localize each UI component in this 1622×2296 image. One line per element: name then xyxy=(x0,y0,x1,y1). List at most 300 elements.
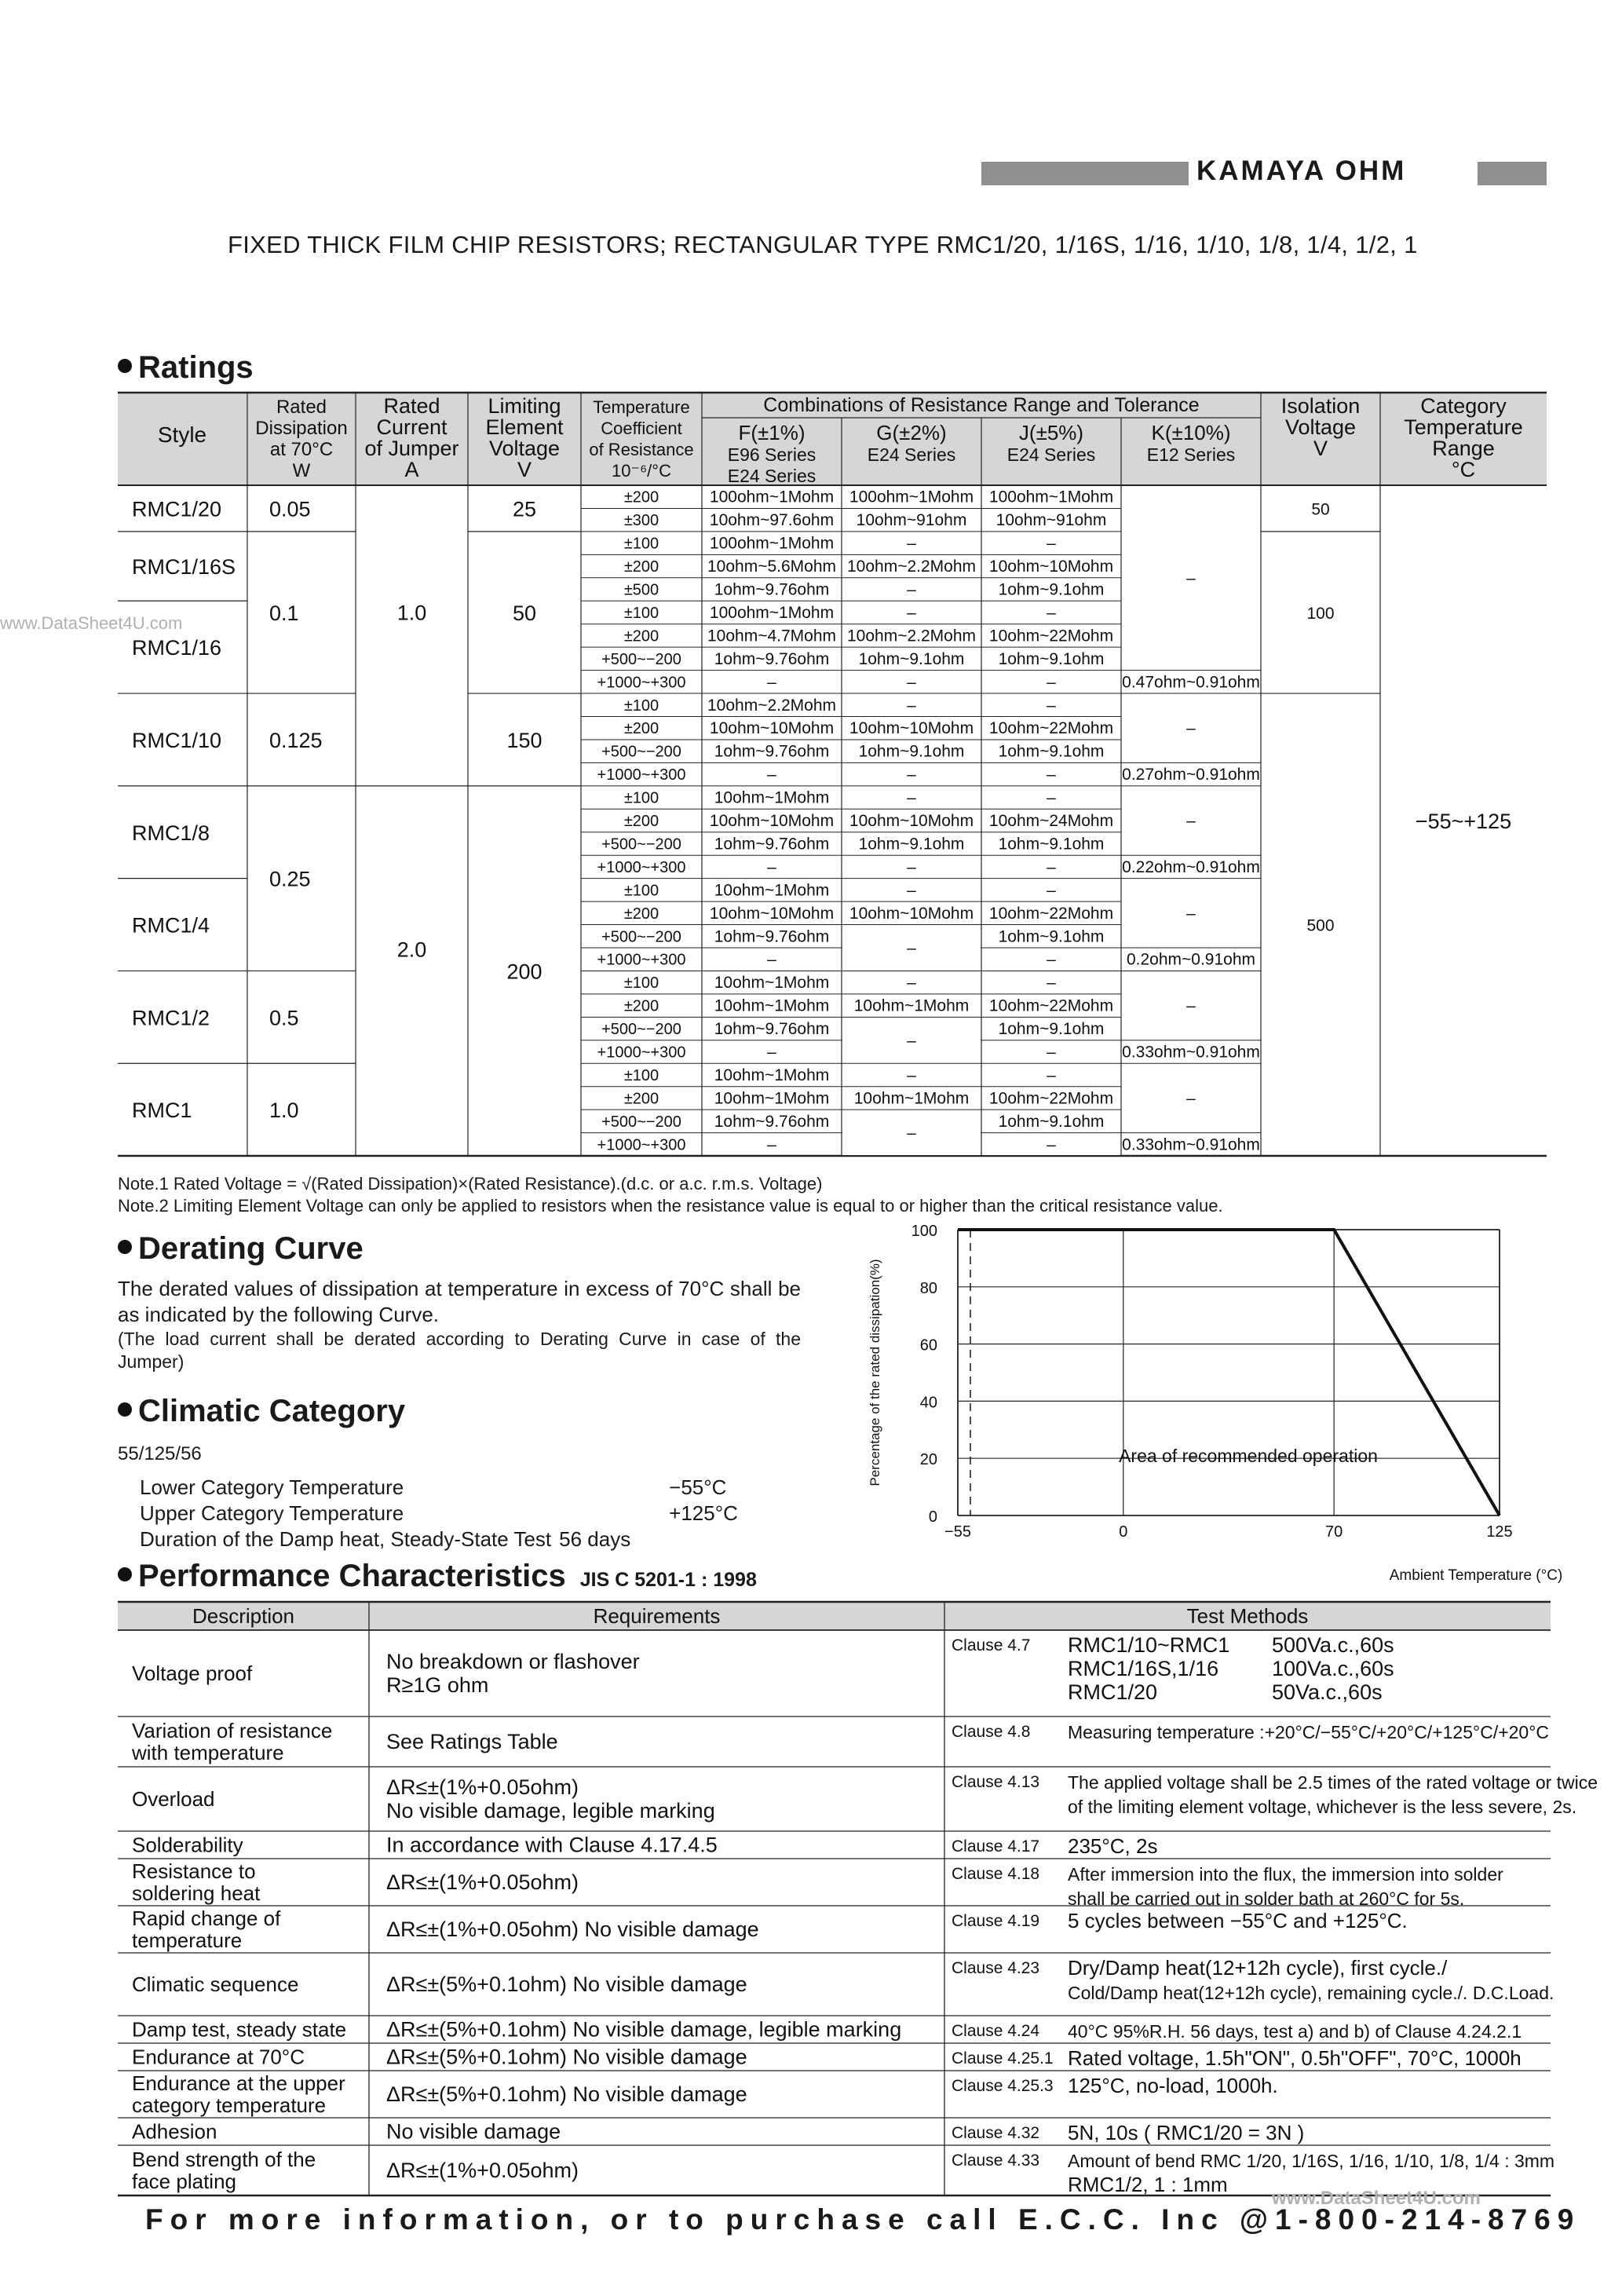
header-tcr: Temperature xyxy=(593,397,690,417)
clause-label: Clause 4.33 xyxy=(952,2152,1040,2170)
clause-label: Clause 4.25.3 xyxy=(952,2077,1054,2095)
header-dissipation: W xyxy=(292,460,311,481)
description-text: Damp test, steady state xyxy=(132,2017,347,2042)
header-category: Category xyxy=(1420,394,1507,418)
climatic-row xyxy=(140,1501,738,1526)
header-dissipation: at 70°C xyxy=(269,439,334,460)
description-text: Solderability xyxy=(132,1833,243,1857)
clause-label: Clause 4.7 xyxy=(952,1636,1031,1654)
test-text: Amount of bend RMC 1/20, 1/16S, 1/16, 1/10, 1/8, 1/4 : 3mm xyxy=(1068,2151,1555,2171)
description-text: Endurance at the upper xyxy=(132,2071,345,2095)
f-range: 1ohm~9.76ohm xyxy=(714,649,830,668)
description-text: Resistance to xyxy=(132,1859,256,1883)
j-range: – xyxy=(1047,881,1056,900)
f-range: 1ohm~9.76ohm xyxy=(714,835,830,854)
header-combinations: Combinations of Resistance Range and Tolerance xyxy=(763,394,1200,416)
dissipation-value: 0.5 xyxy=(269,1006,299,1030)
clause-label: Clause 4.19 xyxy=(952,1912,1040,1930)
test-text: RMC1/10~RMC1 xyxy=(1068,1633,1230,1657)
j-range: 10ohm~22Mohm xyxy=(988,996,1114,1015)
clause-label: Clause 4.18 xyxy=(952,1865,1040,1883)
dissipation-value: 0.05 xyxy=(269,497,311,521)
k-range: 0.47ohm~0.91ohm xyxy=(1122,673,1260,692)
note-2: Note.2 Limiting Element Voltage can only be applied to resistors when the resistance value is equal to or higher than the critical resistance value. xyxy=(118,1196,1223,1216)
g-range: 10ohm~10Mohm xyxy=(849,719,974,738)
f-range: 10ohm~10Mohm xyxy=(709,812,835,831)
tcr-value: +500~−200 xyxy=(601,835,681,854)
header-bar-right xyxy=(1478,162,1547,185)
j-range: 10ohm~24Mohm xyxy=(988,812,1114,831)
header-current: of Jumper xyxy=(364,437,459,460)
f-range: 100ohm~1Mohm xyxy=(709,534,835,553)
tcr-value: +1000~+300 xyxy=(597,1044,686,1062)
header-isolation: V xyxy=(1313,437,1328,460)
requirement-text: In accordance with Clause 4.17.4.5 xyxy=(386,1833,718,1857)
header-tcr: 10⁻⁶/°C xyxy=(612,461,671,481)
header-f: F(±1%) xyxy=(738,421,806,444)
requirement-text: See Ratings Table xyxy=(386,1730,558,1753)
g-range: 1ohm~9.1ohm xyxy=(858,742,965,761)
climatic-row xyxy=(140,1475,738,1501)
tcr-value: ±200 xyxy=(623,997,659,1015)
g-range: 10ohm~10Mohm xyxy=(849,812,974,831)
f-range: 1ohm~9.76ohm xyxy=(714,1020,830,1039)
climatic-label: Duration of the Damp heat, Steady-State Test xyxy=(140,1527,552,1551)
test-text: 5N, 10s ( RMC1/20 = 3N ) xyxy=(1068,2121,1305,2144)
g-range: – xyxy=(907,1031,916,1050)
header-requirements: Requirements xyxy=(593,1604,721,1628)
limit-voltage-value: 50 xyxy=(512,601,537,625)
isolation-value: 50 xyxy=(1311,500,1330,519)
tcr-value: ±200 xyxy=(623,813,659,831)
requirement-text: ΔR≤±(5%+0.1ohm) No visible damage xyxy=(386,2082,747,2106)
test-text: 40°C 95%R.H. 56 days, test a) and b) of Clause 4.24.2.1 xyxy=(1068,2021,1522,2042)
climatic-table xyxy=(140,1475,738,1552)
test-text: The applied voltage shall be 2.5 times of the rated voltage or twice xyxy=(1068,1772,1598,1793)
performance-header-bg xyxy=(118,1602,1551,1630)
j-range: 100ohm~1Mohm xyxy=(988,488,1114,506)
j-range: – xyxy=(1047,788,1056,807)
style-name: RMC1/8 xyxy=(132,821,210,845)
j-range: 1ohm~9.1ohm xyxy=(998,1020,1105,1039)
g-range: – xyxy=(907,788,916,807)
requirement-text: ΔR≤±(1%+0.05ohm) xyxy=(386,2159,579,2182)
f-range: 10ohm~1Mohm xyxy=(714,1066,830,1084)
f-range: 1ohm~9.76ohm xyxy=(714,1112,830,1131)
dissipation-value: 0.1 xyxy=(269,601,299,625)
f-range: 1ohm~9.76ohm xyxy=(714,742,830,761)
y-tick-label: 40 xyxy=(919,1394,937,1412)
header-f: E24 Series xyxy=(727,466,816,486)
f-range: – xyxy=(767,857,776,876)
test-text: After immersion into the flux, the immersion into solder xyxy=(1068,1864,1503,1885)
clause-label: Clause 4.13 xyxy=(952,1773,1040,1791)
j-range: – xyxy=(1047,534,1056,553)
header-g: E24 Series xyxy=(867,444,956,465)
isolation-value: 500 xyxy=(1306,916,1335,935)
tcr-value: ±200 xyxy=(623,905,659,923)
tcr-value: ±100 xyxy=(623,696,659,715)
x-tick-label: 125 xyxy=(1486,1523,1513,1541)
climatic-code: 55/125/56 xyxy=(118,1443,202,1464)
climatic-value: 56 days xyxy=(559,1527,631,1551)
k-range: 0.27ohm~0.91ohm xyxy=(1122,766,1260,784)
header-j: E24 Series xyxy=(1006,444,1096,465)
header-category: Range xyxy=(1432,437,1495,460)
style-name: RMC1/4 xyxy=(132,913,210,938)
j-range: – xyxy=(1047,950,1056,969)
j-range: 10ohm~22Mohm xyxy=(988,719,1114,738)
test-text: Dry/Damp heat(12+12h cycle), first cycle./ xyxy=(1068,1956,1448,1980)
g-range: – xyxy=(907,534,916,553)
test-text: RMC1/16S,1/16 xyxy=(1068,1657,1219,1680)
tcr-value: ±100 xyxy=(623,882,659,900)
performance-heading: Performance Characteristics JIS C 5201-1 : 1998 xyxy=(118,1559,757,1594)
j-range: 1ohm~9.1ohm xyxy=(998,742,1105,761)
requirement-text: No visible damage xyxy=(386,2119,561,2144)
k-range: – xyxy=(1186,719,1196,738)
g-range: 1ohm~9.1ohm xyxy=(858,835,965,854)
g-range: 10ohm~2.2Mohm xyxy=(846,558,977,576)
j-range: 1ohm~9.1ohm xyxy=(998,580,1105,599)
header-limit-voltage: Element xyxy=(485,415,564,439)
f-range: 10ohm~1Mohm xyxy=(714,1089,830,1108)
y-tick-label: 0 xyxy=(928,1508,937,1526)
g-range: – xyxy=(907,974,916,993)
j-range: – xyxy=(1047,696,1056,715)
tcr-value: +1000~+300 xyxy=(597,858,686,876)
j-range: – xyxy=(1047,1043,1056,1062)
bullet-icon xyxy=(118,1402,132,1417)
page-title: FIXED THICK FILM CHIP RESISTORS; RECTANGULAR TYPE RMC1/20, 1/16S, 1/16, 1/10, 1/8, 1/4, 1/2, 1 xyxy=(228,231,1418,258)
tcr-value: +1000~+300 xyxy=(597,766,686,784)
watermark-bottom: www.DataSheet4U.com xyxy=(1272,2188,1481,2209)
ratings-notes xyxy=(118,1173,1223,1217)
f-range: 100ohm~1Mohm xyxy=(709,488,835,506)
derating-series-line xyxy=(958,1230,1500,1515)
clause-label: Clause 4.23 xyxy=(952,1959,1040,1977)
x-tick-label: 0 xyxy=(1119,1523,1128,1541)
header-g: G(±2%) xyxy=(876,421,947,444)
tcr-value: +1000~+300 xyxy=(597,674,686,692)
tcr-value: +500~−200 xyxy=(601,1113,681,1131)
tcr-value: ±100 xyxy=(623,1066,659,1084)
test-text: 235°C, 2s xyxy=(1068,1834,1158,1858)
derating-paragraph: The derated values of dissipation at temperature in excess of 70°C shall be as indicated by the following Curve. xyxy=(118,1277,801,1326)
f-range: – xyxy=(767,1043,776,1062)
description-text: face plating xyxy=(132,2170,236,2193)
header-current: A xyxy=(404,458,419,481)
g-range: 100ohm~1Mohm xyxy=(849,488,974,506)
j-range: – xyxy=(1047,1135,1056,1154)
g-range: – xyxy=(907,580,916,599)
f-range: 10ohm~4.7Mohm xyxy=(707,627,837,645)
y-axis-label: Percentage of the rated dissipation(%) xyxy=(868,1259,882,1486)
clause-label: Clause 4.24 xyxy=(952,2022,1040,2040)
style-name: RMC1/10 xyxy=(132,728,222,752)
x-tick-label: 70 xyxy=(1325,1523,1343,1541)
header-current: Rated xyxy=(383,394,440,418)
header-limit-voltage: Limiting xyxy=(488,394,561,418)
requirement-text: ΔR≤±(1%+0.05ohm) xyxy=(386,1870,579,1894)
g-range: 10ohm~2.2Mohm xyxy=(846,627,977,645)
j-range: 10ohm~91ohm xyxy=(995,511,1107,530)
tcr-value: +500~−200 xyxy=(601,928,681,946)
derating-heading: Derating Curve xyxy=(118,1231,363,1267)
tcr-value: ±100 xyxy=(623,535,659,553)
requirement-text: ΔR≤±(5%+0.1ohm) No visible damage xyxy=(386,1972,747,1996)
climatic-label: Lower Category Temperature xyxy=(140,1475,404,1499)
tcr-value: ±200 xyxy=(623,627,659,645)
header-bar-left xyxy=(981,162,1189,185)
style-name: RMC1/16 xyxy=(132,636,222,660)
g-range: – xyxy=(907,1124,916,1143)
g-range: – xyxy=(907,881,916,900)
test-text: of the limiting element voltage, whichever is the less severe, 2s. xyxy=(1068,1797,1577,1817)
footer-contact: For more information, or to purchase call E.C.C. Inc @1-800-214-8769 xyxy=(145,2203,1581,2236)
dissipation-value: 0.125 xyxy=(269,728,323,752)
tcr-value: ±200 xyxy=(623,720,659,738)
f-range: 10ohm~1Mohm xyxy=(714,974,830,993)
climatic-heading: Climatic Category xyxy=(118,1394,405,1429)
description-text: Voltage proof xyxy=(132,1662,253,1685)
x-tick-label: −55 xyxy=(944,1523,971,1541)
g-range: 10ohm~91ohm xyxy=(856,511,967,530)
description-text: Overload xyxy=(132,1787,215,1811)
j-range: – xyxy=(1047,603,1056,622)
description-text: Endurance at 70°C xyxy=(132,2045,305,2069)
header-f: E96 Series xyxy=(727,444,816,465)
j-range: 1ohm~9.1ohm xyxy=(998,649,1105,668)
description-text: category temperature xyxy=(132,2093,327,2117)
g-range: – xyxy=(907,766,916,784)
tcr-value: ±200 xyxy=(623,1090,659,1108)
climatic-row xyxy=(140,1526,738,1552)
g-range: 10ohm~1Mohm xyxy=(853,996,970,1015)
note-1: Note.1 Rated Voltage = √(Rated Dissipation)×(Rated Resistance).(d.c. or a.c. r.m.s. Voltage) xyxy=(118,1174,823,1194)
j-range: 10ohm~10Mohm xyxy=(988,558,1114,576)
requirement-text: No breakdown or flashover xyxy=(386,1650,640,1673)
ratings-table xyxy=(118,393,1547,1178)
j-range: 10ohm~22Mohm xyxy=(988,904,1114,923)
g-range: 10ohm~1Mohm xyxy=(853,1089,970,1108)
clause-label: Clause 4.17 xyxy=(952,1837,1040,1855)
style-name: RMC1/16S xyxy=(132,555,236,579)
j-range: – xyxy=(1047,1066,1056,1084)
tcr-value: ±200 xyxy=(623,558,659,576)
f-range: 10ohm~97.6ohm xyxy=(709,511,835,530)
header-isolation: Isolation xyxy=(1280,394,1361,418)
clause-label: Clause 4.8 xyxy=(952,1723,1031,1741)
bullet-icon xyxy=(118,1567,132,1581)
k-range: 0.22ohm~0.91ohm xyxy=(1122,857,1260,876)
isolation-value: 100 xyxy=(1306,604,1335,623)
y-tick-label: 80 xyxy=(919,1279,937,1297)
climatic-value: +125°C xyxy=(669,1501,738,1525)
test-text: Cold/Damp heat(12+12h cycle), remaining cycle./. D.C.Load. xyxy=(1068,1983,1554,2003)
k-range: – xyxy=(1186,812,1196,831)
f-range: 10ohm~10Mohm xyxy=(709,904,835,923)
limit-voltage-value: 25 xyxy=(512,497,537,521)
g-range: – xyxy=(907,939,916,957)
tcr-value: ±200 xyxy=(623,488,659,506)
performance-table xyxy=(118,1602,1598,2206)
test-text: 125°C, no-load, 1000h. xyxy=(1068,2074,1278,2097)
k-range: – xyxy=(1186,1089,1196,1108)
header-j: J(±5%) xyxy=(1018,421,1084,444)
f-range: 10ohm~5.6Mohm xyxy=(707,558,837,576)
style-name: RMC1 xyxy=(132,1099,192,1123)
header-description: Description xyxy=(192,1604,295,1628)
description-text: temperature xyxy=(132,1929,243,1952)
header-k: K(±10%) xyxy=(1151,421,1231,444)
f-range: 10ohm~1Mohm xyxy=(714,881,830,900)
j-range: – xyxy=(1047,857,1056,876)
f-range: 10ohm~1Mohm xyxy=(714,788,830,807)
ratings-heading: Ratings xyxy=(118,350,254,386)
j-range: 1ohm~9.1ohm xyxy=(998,835,1105,854)
requirement-text: No visible damage, legible marking xyxy=(386,1799,715,1823)
f-range: – xyxy=(767,766,776,784)
f-range: 10ohm~2.2Mohm xyxy=(707,696,837,715)
clause-label: Clause 4.32 xyxy=(952,2124,1040,2142)
tcr-value: ±500 xyxy=(623,581,659,599)
limit-voltage-value: 200 xyxy=(506,960,542,984)
j-range: 10ohm~22Mohm xyxy=(988,1089,1114,1108)
y-tick-label: 60 xyxy=(919,1336,937,1355)
chart-annotation: Area of recommended operation xyxy=(1119,1446,1378,1466)
header-k: E12 Series xyxy=(1146,444,1236,465)
current-value: 2.0 xyxy=(396,938,427,962)
test-text: 100Va.c.,60s xyxy=(1272,1657,1394,1680)
description-text: Bend strength of the xyxy=(132,2148,316,2171)
f-range: 10ohm~1Mohm xyxy=(714,996,830,1015)
f-range: – xyxy=(767,950,776,969)
tcr-value: ±100 xyxy=(623,604,659,622)
tcr-value: ±300 xyxy=(623,512,659,530)
description-text: soldering heat xyxy=(132,1881,261,1905)
f-range: – xyxy=(767,1135,776,1154)
watermark-side: www.DataSheet4U.com xyxy=(0,613,183,633)
description-text: Rapid change of xyxy=(132,1907,281,1930)
g-range: – xyxy=(907,696,916,715)
requirement-text: ΔR≤±(5%+0.1ohm) No visible damage xyxy=(386,2045,747,2069)
y-tick-label: 100 xyxy=(911,1223,937,1240)
tcr-value: +500~−200 xyxy=(601,650,681,668)
derating-text xyxy=(118,1276,801,1373)
dissipation-value: 0.25 xyxy=(269,867,311,891)
header-tcr: of Resistance xyxy=(589,440,694,459)
header-test-methods: Test Methods xyxy=(1186,1604,1309,1628)
limit-voltage-value: 150 xyxy=(506,728,542,752)
description-text: with temperature xyxy=(132,1741,284,1764)
derating-chart xyxy=(848,1223,1563,1594)
g-range: – xyxy=(907,603,916,622)
g-range: 10ohm~10Mohm xyxy=(849,904,974,923)
header-style: Style xyxy=(157,422,207,447)
header-isolation: Voltage xyxy=(1284,415,1357,439)
category-range-value: −55~+125 xyxy=(1415,810,1512,834)
requirement-text: ΔR≤±(1%+0.05ohm) No visible damage xyxy=(386,1918,759,1941)
tcr-value: ±100 xyxy=(623,974,659,993)
test-text: 50Va.c.,60s xyxy=(1272,1680,1383,1704)
requirement-text: R≥1G ohm xyxy=(386,1673,489,1697)
test-text: shall be carried out in solder bath at 260°C for 5s. xyxy=(1068,1888,1465,1909)
g-range: – xyxy=(907,673,916,692)
header-tcr: Coefficient xyxy=(601,419,682,438)
g-range: – xyxy=(907,1066,916,1084)
dissipation-value: 1.0 xyxy=(269,1099,299,1123)
k-range: – xyxy=(1186,904,1196,923)
climatic-label: Upper Category Temperature xyxy=(140,1501,404,1525)
description-text: Climatic sequence xyxy=(132,1972,299,1996)
style-name: RMC1/20 xyxy=(132,497,222,521)
style-name: RMC1/2 xyxy=(132,1006,210,1030)
test-text: RMC1/20 xyxy=(1068,1680,1158,1704)
header-limit-voltage: Voltage xyxy=(488,437,561,460)
header-dissipation: Rated xyxy=(276,397,327,418)
f-range: 100ohm~1Mohm xyxy=(709,603,835,622)
j-range: – xyxy=(1047,673,1056,692)
test-text: Measuring temperature :+20°C/−55°C/+20°C/+125°C/+20°C xyxy=(1068,1722,1550,1742)
f-range: – xyxy=(767,673,776,692)
f-range: 1ohm~9.76ohm xyxy=(714,580,830,599)
header-dissipation: Dissipation xyxy=(255,418,348,439)
description-text: Adhesion xyxy=(132,2119,217,2144)
j-range: 1ohm~9.1ohm xyxy=(998,927,1105,946)
k-range: – xyxy=(1186,996,1196,1015)
tcr-value: +1000~+300 xyxy=(597,1136,686,1154)
k-range: 0.33ohm~0.91ohm xyxy=(1122,1135,1260,1154)
header-limit-voltage: V xyxy=(517,458,532,481)
j-range: – xyxy=(1047,974,1056,993)
description-text: Variation of resistance xyxy=(132,1719,333,1742)
j-range: – xyxy=(1047,766,1056,784)
test-text: 500Va.c.,60s xyxy=(1272,1633,1394,1657)
k-range: 0.2ohm~0.91ohm xyxy=(1126,950,1256,969)
tcr-value: ±100 xyxy=(623,789,659,807)
header-current: Current xyxy=(376,415,448,439)
current-value: 1.0 xyxy=(396,601,427,625)
requirement-text: ΔR≤±(1%+0.05ohm) xyxy=(386,1775,579,1799)
test-text: Rated voltage, 1.5h"ON", 0.5h"OFF", 70°C, 1000h xyxy=(1068,2046,1522,2070)
derating-paragraph-note: (The load current shall be derated according to Derating Curve in case of the Jumper) xyxy=(118,1329,801,1372)
clause-label: Clause 4.25.1 xyxy=(952,2049,1054,2067)
test-text: 5 cycles between −55°C and +125°C. xyxy=(1068,1909,1408,1932)
performance-standard: JIS C 5201-1 : 1998 xyxy=(579,1569,757,1591)
f-range: 10ohm~10Mohm xyxy=(709,719,835,738)
j-range: 1ohm~9.1ohm xyxy=(998,1112,1105,1131)
k-range: 0.33ohm~0.91ohm xyxy=(1122,1043,1260,1062)
g-range: 1ohm~9.1ohm xyxy=(858,649,965,668)
tcr-value: +500~−200 xyxy=(601,743,681,761)
bullet-icon xyxy=(118,359,132,373)
bullet-icon xyxy=(118,1240,132,1254)
tcr-value: +500~−200 xyxy=(601,1021,681,1039)
y-tick-label: 20 xyxy=(919,1451,937,1469)
climatic-value: −55°C xyxy=(669,1475,727,1499)
brand-name: KAMAYA OHM xyxy=(1196,155,1407,186)
x-axis-label: Ambient Temperature (°C) xyxy=(1389,1567,1563,1584)
header-category: Temperature xyxy=(1404,415,1523,439)
g-range: – xyxy=(907,857,916,876)
f-range: 1ohm~9.76ohm xyxy=(714,927,830,946)
test-text: RMC1/2, 1 : 1mm xyxy=(1068,2173,1228,2196)
requirement-text: ΔR≤±(5%+0.1ohm) No visible damage, legible marking xyxy=(386,2017,902,2042)
tcr-value: +1000~+300 xyxy=(597,951,686,969)
j-range: 10ohm~22Mohm xyxy=(988,627,1114,645)
header-category: °C xyxy=(1451,458,1476,481)
